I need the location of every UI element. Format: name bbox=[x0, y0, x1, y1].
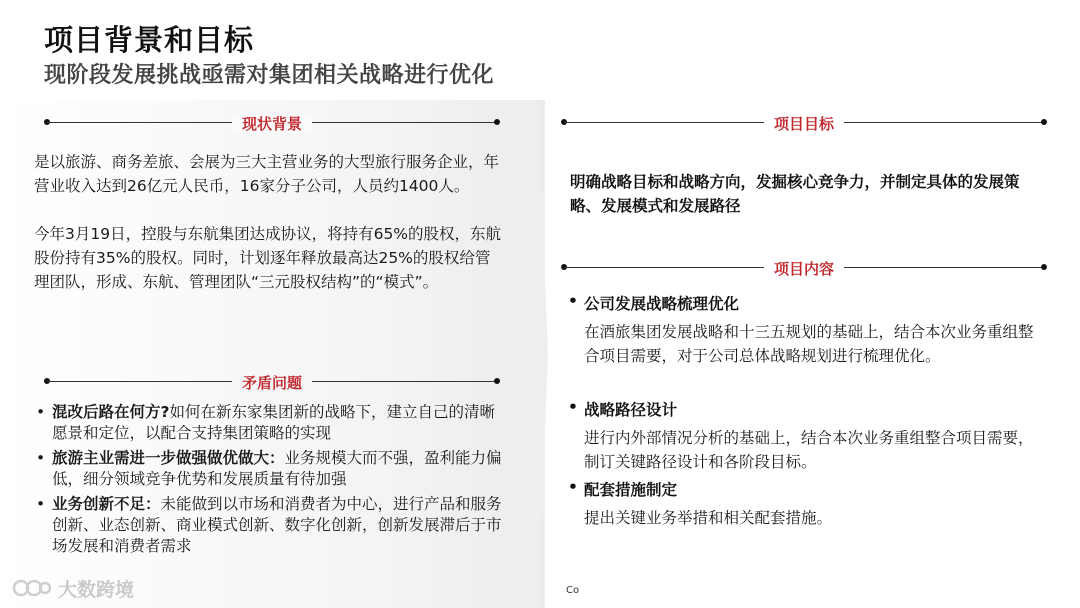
content-item-body: 进行内外部情况分析的基础上，结合本次业务重组整合项目需要，制订关键路径设计和各阶段目标。 bbox=[584, 429, 1034, 471]
content-item-title: • 公司发展战略梳理优化 bbox=[584, 292, 739, 314]
logo-icon bbox=[12, 576, 52, 600]
issue-title: 混改后路在何方? bbox=[52, 403, 170, 421]
chevron-divider bbox=[520, 100, 550, 608]
content-item-title: • 战略路径设计 bbox=[584, 398, 677, 420]
page-subtitle: 现阶段发展挑战亟需对集团相关战略进行优化 bbox=[44, 63, 495, 88]
section-header-content bbox=[561, 258, 1047, 278]
issue-title: 旅游主业需进一步做强做优做大： bbox=[52, 449, 285, 467]
background-paragraph-2: 今年3月19日，控股与东航集团达成协议，将持有65%的股权，东航股份持有35%的股权。同时，计划逐年释放最高达25%的股权给管理团队，形成、东航、管理团队“三元股权结构”的“模式”。 bbox=[34, 225, 502, 291]
list-item bbox=[36, 448, 506, 490]
section-title-goal: 项目目标 bbox=[764, 115, 844, 133]
issue-title: 业务创新不足： bbox=[52, 495, 161, 513]
watermark bbox=[12, 574, 134, 602]
section-header-goal bbox=[561, 113, 1047, 133]
issue-text: 未能做到以市场和消费者为中心，进行产品和服务创新、业态创新、商业模式创新、数字化创新，创新发展滞后于市场发展和消费者需求 bbox=[52, 495, 502, 555]
list-item bbox=[36, 402, 506, 444]
section-title-content: 项目内容 bbox=[764, 260, 844, 278]
issues-list bbox=[36, 402, 506, 561]
content-item-body: 提出关键业务举措和相关配套措施。 bbox=[584, 509, 833, 527]
section-title-issues: 矛盾问题 bbox=[232, 374, 312, 392]
page-title: 项目背景和目标 bbox=[44, 23, 255, 57]
content-item-title: • 配套措施制定 bbox=[584, 478, 677, 500]
list-item bbox=[36, 494, 506, 557]
goal-text: 明确战略目标和战略方向，发掘核心竞争力，并制定具体的发展策略、发展模式和发展路径 bbox=[570, 173, 1020, 215]
section-title-background: 现状背景 bbox=[232, 115, 312, 133]
section-header-background bbox=[44, 113, 500, 133]
background-paragraph-1: 是以旅游、商务差旅、会展为三大主营业务的大型旅行服务企业，年营业收入达到26亿元人民币，16家分子公司，人员约1400人。 bbox=[34, 153, 500, 195]
issue-text: 业务规模大而不强，盈利能力偏低，细分领域竞争优势和发展质量有待加强 bbox=[52, 449, 502, 488]
watermark-text: 大数跨境 bbox=[58, 578, 135, 601]
content-item-body: 在酒旅集团发展战略和十三五规划的基础上，结合本次业务重组整合项目需要，对于公司总体战略规划进行梳理优化。 bbox=[584, 323, 1034, 365]
section-header-issues bbox=[44, 372, 500, 392]
issue-text: 如何在新东家集团新的战略下，建立自己的清晰愿景和定位，以配合支持集团策略的实现 bbox=[52, 403, 496, 442]
footer-mark: Co bbox=[566, 585, 580, 596]
